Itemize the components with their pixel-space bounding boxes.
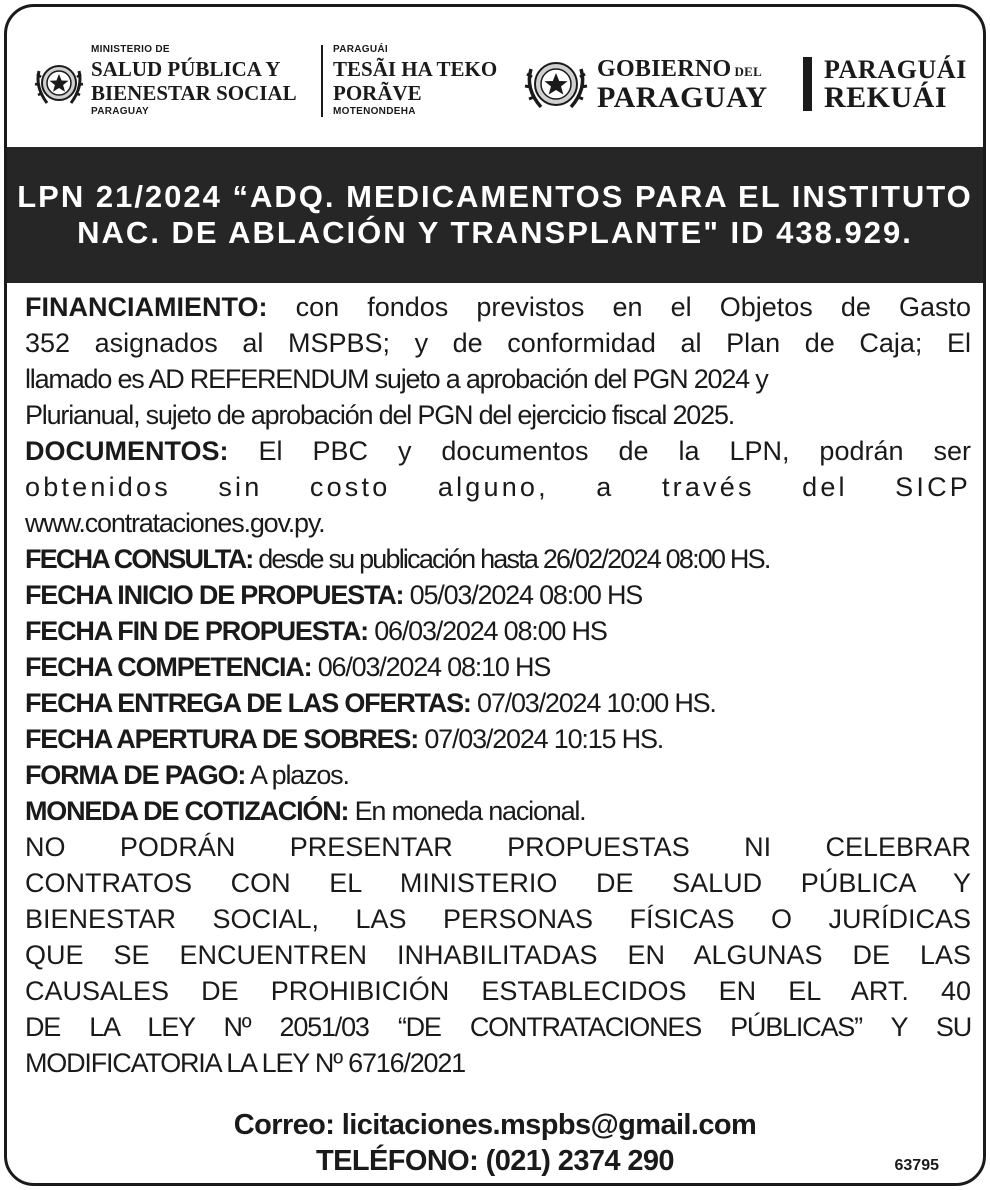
phone-line: TELÉFONO: (021) 2374 290 (316, 1145, 674, 1177)
notice-body (25, 289, 971, 1081)
tesai-line1: TESÃI HA TEKO (333, 57, 498, 81)
rekuai-line1: PARAGUÁI (824, 55, 967, 84)
moneda-label: MONEDA DE COTIZACIÓN: (25, 796, 349, 826)
notice-frame (4, 4, 986, 1186)
ministry-top: MINISTERIO DE (91, 44, 170, 55)
aviso-line: CAUSALES DE PROHIBICIÓN ESTABLECIDOS EN EL ART. 40 (25, 976, 971, 1006)
financiamiento-line1 (25, 289, 971, 325)
financiamiento-line3: llamado es AD REFERENDUM sujeto a aprobación del PGN 2024 y (25, 364, 768, 394)
aviso-line: MODIFICATORIA LA LEY Nº 6716/2021 (25, 1048, 465, 1078)
ministry-line1: SALUD PÚBLICA Y (91, 57, 281, 81)
documentos-line1 (25, 433, 971, 469)
aviso-line: QUE SE ENCUENTREN INHABILITADAS EN ALGUNAS DE LAS (25, 940, 971, 970)
aviso-line: NO PODRÁN PRESENTAR PROPUESTAS NI CELEBRAR (25, 832, 971, 862)
ad-code: 63795 (894, 1157, 939, 1174)
financiamiento-line2: 352 asignados al MSPBS; y de conformidad al Plan de Caja; El (25, 328, 971, 358)
fecha-competencia-label: FECHA COMPETENCIA: (25, 652, 312, 682)
forma-pago-value: A plazos. (250, 760, 349, 790)
ministry-bottom: PARAGUAY (91, 106, 149, 117)
fecha-fin-value: 06/03/2024 08:00 HS (374, 616, 607, 646)
fecha-apertura-label: FECHA APERTURA DE SOBRES: (25, 724, 419, 754)
fecha-apertura (25, 721, 971, 757)
fecha-competencia (25, 649, 971, 685)
fecha-consulta-value: desde su publicación hasta 26/02/2024 08:00 HS. (258, 544, 770, 574)
tesai-bottom: MOTENONDEHA (333, 106, 416, 117)
aviso-line: BIENESTAR SOCIAL, LAS PERSONAS FÍSICAS O JURÍDICAS (25, 904, 971, 934)
financiamiento-label: FINANCIAMIENTO: (25, 292, 268, 322)
fecha-fin (25, 613, 971, 649)
documentos-text1: El PBC y documentos de la LPN, podrán ser (258, 436, 971, 466)
forma-pago-label: FORMA DE PAGO: (25, 760, 246, 790)
email-line: Correo: licitaciones.mspbs@gmail.com (233, 1109, 757, 1141)
fecha-competencia-value: 06/03/2024 08:10 HS (317, 652, 551, 682)
financiamiento-text1: con fondos previstos en el Objetos de Gasto (295, 292, 971, 322)
fecha-fin-label: FECHA FIN DE PROPUESTA: (25, 616, 368, 646)
header-divider (321, 45, 323, 117)
forma-pago (25, 757, 971, 793)
ministry-line2: BIENESTAR SOCIAL (91, 81, 297, 105)
title-line1: LPN 21/2024 “ADQ. MEDICAMENTOS PARA EL INSTITUTO (17, 179, 973, 214)
fecha-consulta (25, 541, 971, 577)
documentos-line3: www.contrataciones.gov.py. (25, 508, 325, 538)
fecha-inicio (25, 577, 971, 613)
gobierno-del: DEL (734, 64, 763, 79)
fecha-apertura-value: 07/03/2024 10:15 HS. (424, 724, 664, 754)
fecha-entrega-label: FECHA ENTREGA DE LAS OFERTAS: (25, 688, 471, 718)
title-line2: NAC. DE ABLACIÓN Y TRANSPLANTE" ID 438.929. (77, 215, 913, 250)
tesai-line2: PORÃVE (333, 81, 422, 105)
fecha-inicio-value: 05/03/2024 08:00 HS (409, 580, 643, 610)
moneda-value: En moneda nacional. (354, 796, 586, 826)
aviso-line: DE LA LEY Nº 2051/03 “DE CONTRATACIONES PÚBLICAS” Y SU (25, 1012, 971, 1042)
fecha-consulta-label: FECHA CONSULTA: (25, 544, 253, 574)
header-thick-divider (803, 57, 812, 111)
tesai-top: PARAGUÁI (333, 44, 388, 55)
rekuai-line2: REKUÁI (824, 81, 948, 114)
fecha-inicio-label: FECHA INICIO DE PROPUESTA: (25, 580, 404, 610)
gobierno-word: GOBIERNO (597, 56, 732, 82)
documentos-label: DOCUMENTOS: (25, 436, 229, 466)
financiamiento-line4: Plurianual, sujeto de aprobación del PGN del ejercicio fiscal 2025. (25, 400, 735, 430)
documentos-line2: obtenidos sin costo alguno, a través del SICP (25, 472, 971, 502)
moneda (25, 793, 971, 829)
seal-icon (33, 53, 85, 113)
title-banner (7, 147, 983, 283)
seal-icon (523, 51, 589, 117)
header (7, 7, 983, 145)
aviso-line: CONTRATOS CON EL MINISTERIO DE SALUD PÚBLICA Y (25, 868, 971, 898)
gobierno-line2: PARAGUAY (597, 81, 768, 114)
fecha-entrega (25, 685, 971, 721)
fecha-entrega-value: 07/03/2024 10:00 HS. (477, 688, 716, 718)
gobierno-line1 (597, 57, 762, 81)
